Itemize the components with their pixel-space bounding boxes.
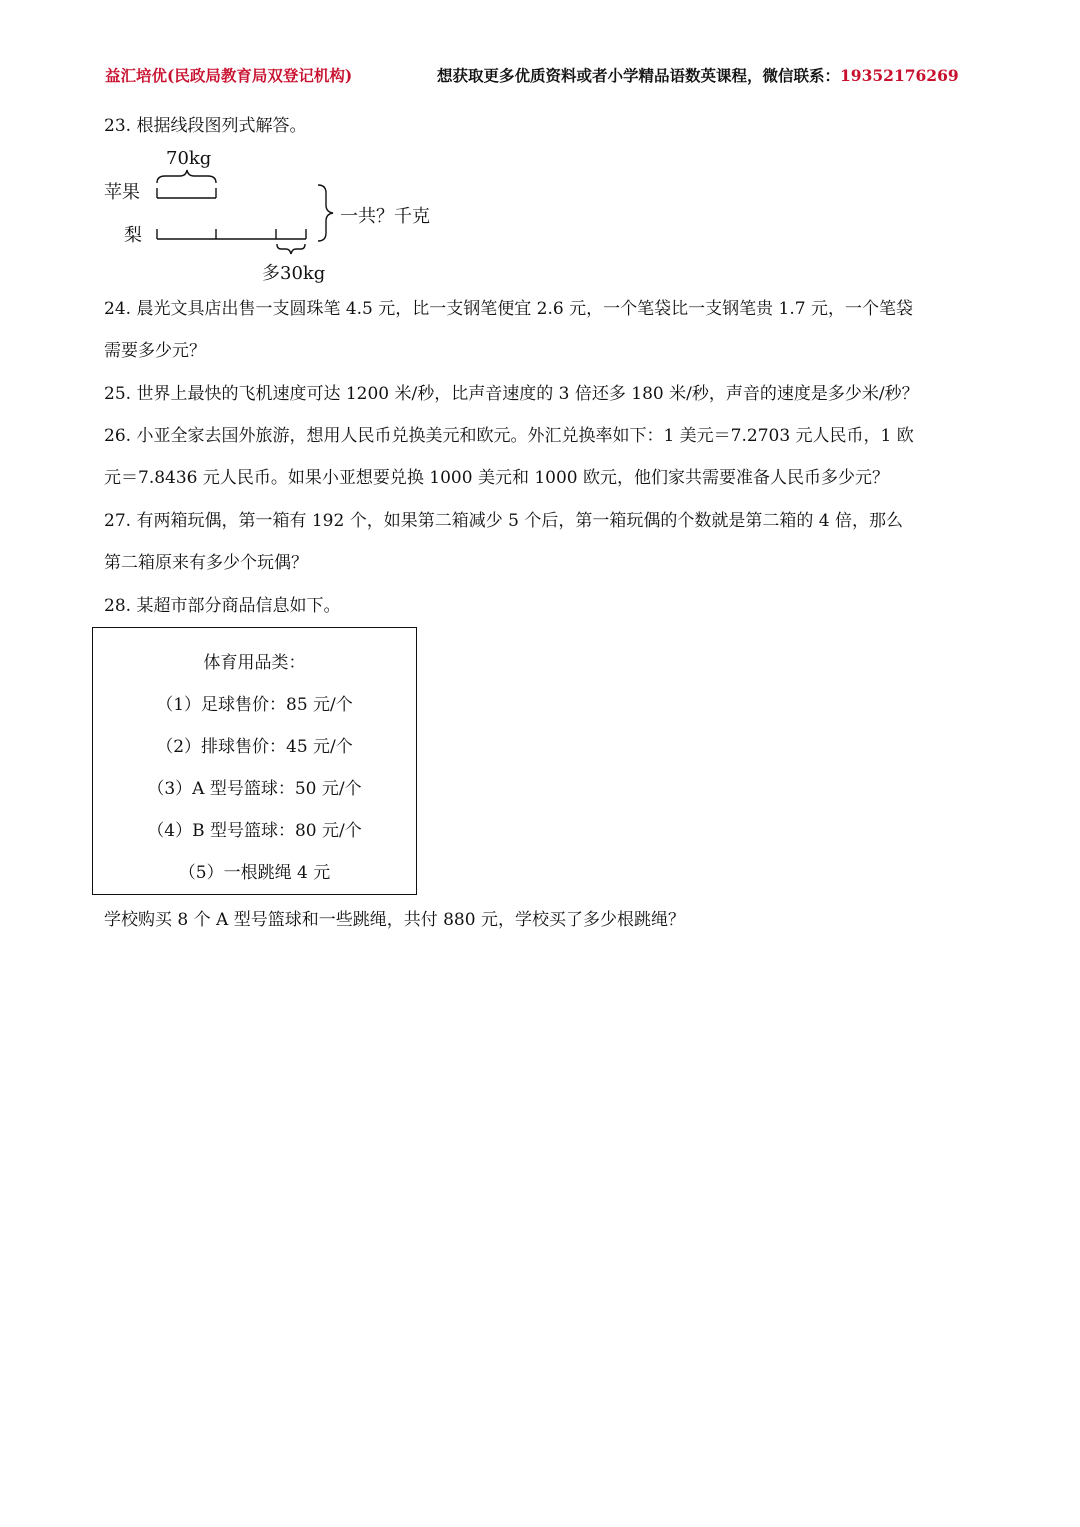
- box-item: （2）排球售价：45 元/个: [156, 737, 353, 757]
- box-item: （1）足球售价：85 元/个: [156, 695, 353, 715]
- q23-title: 23. 根据线段图列式解答。: [104, 116, 307, 136]
- q28-question: 学校购买 8 个 A 型号篮球和一些跳绳，共付 880 元，学校买了多少根跳绳？: [104, 910, 685, 930]
- apple-label: 苹果: [104, 182, 140, 203]
- header-contact: [437, 64, 959, 86]
- total-label: 一共？千克: [340, 206, 430, 227]
- top-label: 70kg: [166, 148, 212, 169]
- header-organization: 益汇培优(民政局教育局双登记机构): [105, 66, 353, 85]
- product-info-box: [92, 627, 417, 895]
- q27-line-1: 27. 有两箱玩偶，第一箱有 192 个，如果第二箱减少 5 个后，第一箱玩偶的个数就是第二箱的 4 倍，那么: [104, 511, 903, 531]
- total-brace: [318, 185, 333, 241]
- q28-title: 28. 某超市部分商品信息如下。: [104, 596, 341, 616]
- header-phone: 19352176269: [840, 66, 959, 85]
- q24-line-1: 24. 晨光文具店出售一支圆珠笔 4.5 元，比一支钢笔便宜 2.6 元，一个笔袋比一支钢笔贵 1.7 元，一个笔袋: [104, 299, 913, 319]
- top-brace: [157, 170, 216, 183]
- q27-line-2: 第二箱原来有多少个玩偶？: [104, 553, 308, 573]
- more-label: 多30kg: [262, 263, 326, 284]
- q25-line-1: 25. 世界上最快的飞机速度可达 1200 米/秒，比声音速度的 3 倍还多 180 米/秒，声音的速度是多少米/秒？: [104, 384, 919, 404]
- q23-line-diagram: [100, 145, 460, 290]
- q26-line-2: 元＝7.8436 元人民币。如果小亚想要兑换 1000 美元和 1000 欧元，他们家共需要准备人民币多少元？: [104, 468, 890, 488]
- q26-line-1: 26. 小亚全家去国外旅游，想用人民币兑换美元和欧元。外汇兑换率如下：1 美元＝7.2703 元人民币，1 欧: [104, 426, 914, 446]
- bottom-brace: [277, 244, 305, 254]
- box-item: （4）B 型号篮球：80 元/个: [147, 821, 362, 841]
- box-item: （3）A 型号篮球：50 元/个: [147, 779, 362, 799]
- header-contact-text: 想获取更多优质资料或者小学精品语数英课程，微信联系：: [437, 66, 841, 85]
- box-item: （5）一根跳绳 4 元: [178, 863, 331, 883]
- q24-line-2: 需要多少元？: [104, 341, 206, 361]
- box-heading: 体育用品类：: [203, 653, 306, 673]
- pear-label: 梨: [124, 225, 142, 246]
